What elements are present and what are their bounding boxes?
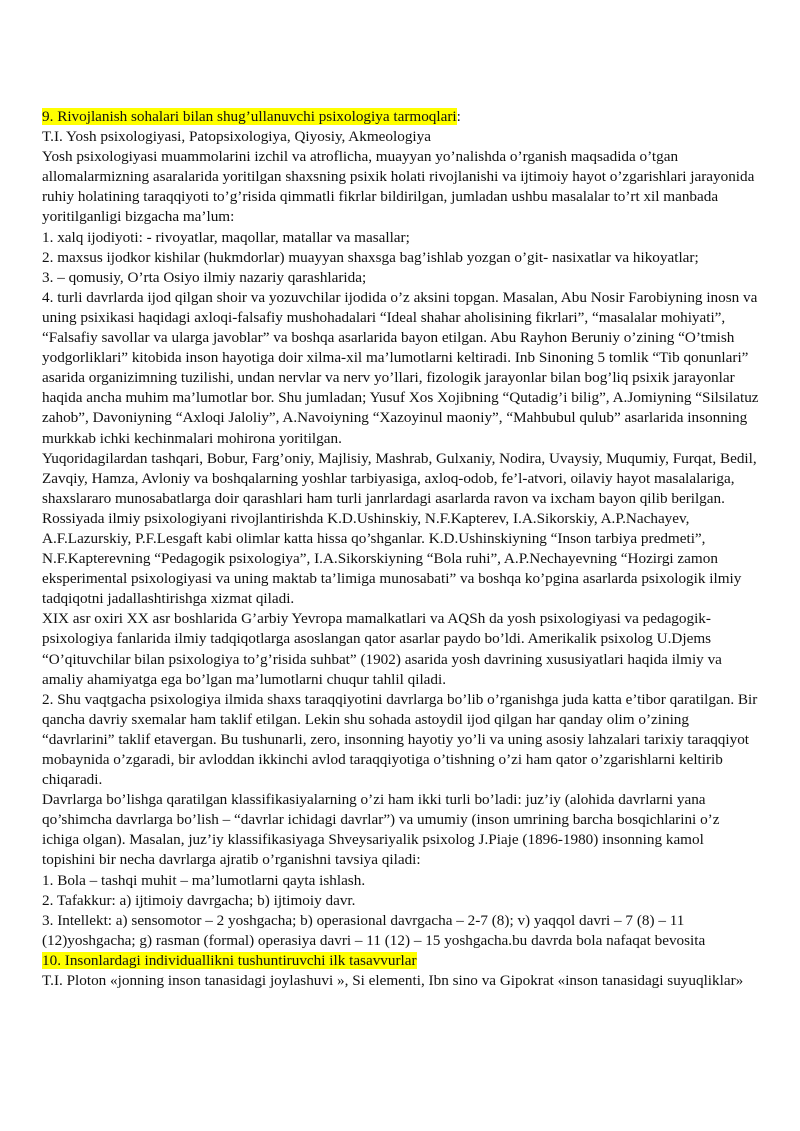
list-item-1: 1. xalq ijodiyoti: - rivoyatlar, maqollar, matallar va masallar;	[42, 228, 410, 246]
section-9-heading-colon: :	[456, 108, 461, 125]
paragraph-intro: Yosh psixologiyasi muammolarini izchil va atroflicha, muayyan yo’nalishda o’rganish maqsadida o’tgan allomalarmizning asaralarida yoritilgan shaxsning psixik holati rivojlanishi va ijtimoiy hayot o’zgarishlari jarayonida ruhiy holatining taraqqiyoti to’g’risida qimmatli fikrlar bildirilgan, jumladan ushbu masalalar to’rt xil manbada yoritilganligi bizgacha ma’lum:	[42, 148, 755, 226]
piaget-item-1: 1. Bola – tashqi muhit – ma’lumotlarni qayta ishlash.	[42, 871, 366, 889]
section-10-topics: T.I. Ploton «jonning inson tanasidagi joylashuvi », Si elementi, Ibn sino va Gipokrat «inson tanasidagi suyuqliklar»	[42, 972, 744, 990]
list-item-3: 3. – qomusiy, O’rta Osiyo ilmiy nazariy qarashlarida;	[42, 268, 367, 286]
list-item-2: 2. maxsus ijodkor kishilar (hukmdorlar) muayyan shaxsga bag’ishlab yozgan o’git- nasixatlar va hikoyatlar;	[42, 248, 699, 266]
paragraph-russia: Rossiyada ilmiy psixologiyani rivojlantirishda K.D.Ushinskiy, N.F.Kapterev, I.A.Sikorskiy, A.P.Nachayev, A.F.Lazurskiy, P.F.Lesgaft kabi olimlar katta hissa qo’shganlar. K.D.Ushinskiyning “Inson tarbiya predmeti”, N.F.Kapterevning “Pedagogik psixologiya”, I.A.Sikorskiyning “Bola ruhi”, A.P.Nechayevning “Hozirgi zamon eksperimental psixologiyasi va uning maktab ta’limiga munosabati” va boshqa ko’pgina asarlarda psixologik ilmiy tadqiqotni jadallashtirishga xizmat qiladi.	[42, 509, 742, 608]
paragraph-thinkers: Yuqoridagilardan tashqari, Bobur, Farg’oniy, Majlisiy, Mashrab, Gulxaniy, Nodira, Uvaysiy, Muqumiy, Furqat, Bedil, Zavqiy, Hamza, Avloniy va boshqalarning yoshlar tarbiyasiga, axloq-odob, fe’l-atvori, oilaviy hayot masalalariga, shaxslararo munosabatlarga doir qarashlari ham turli janrlardagi asarlarda ravon va ixcham bayon qilib berilgan.	[42, 449, 757, 507]
section-10-heading: 10. Insonlardagi individuallikni tushuntiruvchi ilk tasavvurlar	[42, 951, 417, 969]
list-item-4: 4. turli davrlarda ijod qilgan shoir va yozuvchilar ijodida o’z aksini topgan. Masalan, Abu Nosir Farobiyning inosn va uning psixikasi haqidagi axloqi-falsafiy mushohadalari “Ideal shahar aholisining fikrlari”, “masalalar mohiyati”, “Falsafiy savollar va ularga javoblar” va boshqa asarlarida bayon etilgan. Abu Rayhon Beruniy o’zining “O’tmish yodgorliklari” kitobida inson hayotiga doir xilma-xil ma’lumotlarni keltiradi. Inb Sinoning 5 tomlik “Tib qonunlari” asarida organizimning tuzilishi, undan nervlar va nerv yo’llari, fizologik jarayonlar bilan bog’liq psixik jarayonlar haqida ancha muhim ma’lumotlar bor. Shu jumladan; Yusuf Xos Xojibning “Qutadig’i bilig”, A.Jomiyning “Silsilatuz zahob”, Davoniyning “Axloqi Jaloliy”, A.Navoiyning “Xazoyinul maoniy”, “Mahbubul qulub” asarlarida insonning murkkab ichki kechinmalari mohirona yoritilgan.	[42, 288, 759, 447]
section-9-heading-line	[42, 107, 760, 127]
paragraph-periodization: 2. Shu vaqtgacha psixologiya ilmida shaxs taraqqiyotini davrlarga bo’lib o’rganishga juda katta e’tibor qaratilgan. Bir qancha davriy sxemalar ham taklif etilgan. Lekin shu sohada astoydil ijod qilgan har qanday olim o’zining “davrlarini” taklif etavergan. Bu tushunarli, zero, insonning hayotiy yo’li va uning asosiy lahzalari tarixiy taraqqiyot mobaynida o’zgaradi, bir avloddan ikkinchi avlod taraqqiyotiga o’tishning o’zi ham qator o’zgarishlarni keltirib chiqaradi.	[42, 690, 758, 789]
section-10-heading-line	[42, 951, 760, 971]
section-9-topics: T.I. Yosh psixologiyasi, Patopsixologiya, Qiyosiy, Akmeologiya	[42, 128, 431, 146]
paragraph-west: XIX asr oxiri XX asr boshlarida G’arbiy Yevropa mamalkatlari va AQSh da yosh psixologiyasi va pedagogik-psixologiya fanlarida ilmiy tadqiqotlarga asoslangan qator asarlar paydo bo’ldi. Amerikalik psixolog U.Djems “O’qituvchilar bilan psixologiya to’g’risida suhbat” (1902) asarida yosh davrining xususiyatlari haqida ilmiy va amaliy ahamiyatga ega bo’lgan ma’lumotlarni chuqur tahlil qiladi.	[42, 610, 722, 688]
piaget-item-2: 2. Tafakkur: a) ijtimoiy davrgacha; b) ijtimoiy davr.	[42, 891, 356, 909]
piaget-item-3: 3. Intellekt: a) sensomotor – 2 yoshgacha; b) operasional davrgacha – 2-7 (8); v) yaqqol davri – 7 (8) – 11 (12)yoshgacha; g) rasman (formal) operasiya davri – 11 (12) – 15 yoshgacha.bu davrda bola nafaqat bevosita	[42, 911, 706, 949]
section-9-heading: 9. Rivojlanish sohalari bilan shug’ullanuvchi psixologiya tarmoqlari	[42, 108, 457, 125]
paragraph-classification: Davrlarga bo’lishga qaratilgan klassifikasiyalarning o’zi ham ikki turli bo’ladi: juz’iy (alohida davrlarni yana qo’shimcha davrlarga bo’lish – “davrlar ichidagi davrlar”) va umumiy (inson umrining barcha bosqichlarini o’z ichiga olgan). Masalan, juz’iy klassifikasiyaga Shveysariyalik psixolog J.Piaje (1896-1980) insonning kamol topishini bir necha davrlarga ajratib o’rganishni tavsiya qiladi:	[42, 791, 720, 869]
